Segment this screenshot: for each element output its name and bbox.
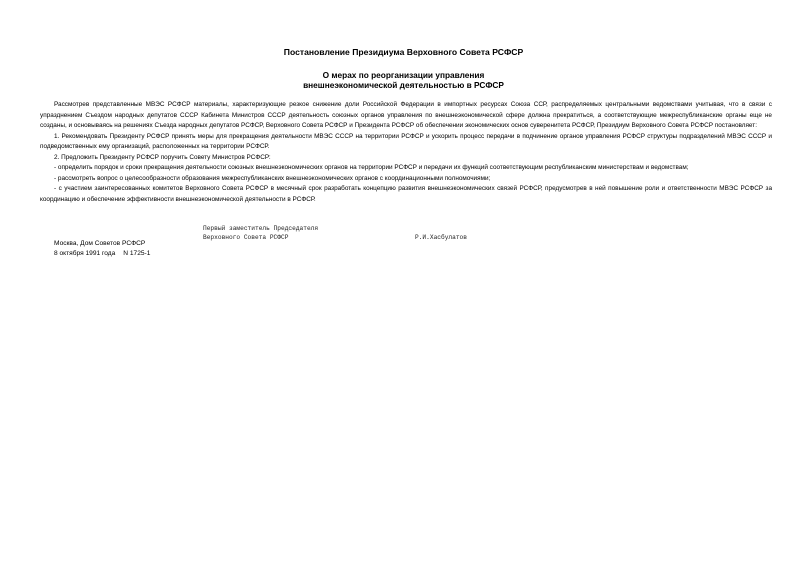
document-place: Москва, Дом Советов РСФСР [54,240,146,247]
document-date-line [54,249,150,259]
document-number: N 1725-1 [123,250,151,257]
clause-2-item-3: - с участием заинтересованных комитетов Верховного Совета РСФСР в месячный срок разработать концепцию развития внешнеэкономических связей РСФСР, предусмотрев в ней повышение роли и ответственности МВЭС РСФСР за координацию и обеспечение эффективности внешнеэкономической деятельности в РСФСР. [40,185,772,203]
clause-2-paragraph: 2. Предложить Президенту РСФСР поручить Совету Министров РСФСР: [54,153,271,161]
signatory-name: Р.И.Хасбулатов [415,234,467,241]
document-subtitle [0,70,807,90]
subtitle-line-2: внешнеэкономической деятельностью в РСФСР [303,80,504,90]
document-title: Постановление Президиума Верховного Совета РСФСР [283,47,524,57]
signatory-position-line-2: Верховного Совета РСФСР [203,234,289,241]
subtitle-line-1: О мерах по реорганизации управления [322,70,485,80]
document-date: 8 октября 1991 года [54,250,116,257]
clause-1-paragraph: 1. Рекомендовать Президенту РСФСР принять меры для прекращения деятельности МВЭС СССР на территории РСФСР и ускорить процесс передачи в подчинение органов управления РСФСР структуры подразделений МВЭС СССР и подведомственных ему организаций, расположенных на территории РСФСР. [40,132,772,150]
signatory-position [203,224,318,242]
clause-2-item-1: - определить порядок и сроки прекращения деятельности союзных внешнеэкономических органов на территории РСФСР и передачи их функций соответствующим республиканским министерствам и ведомствам; [54,164,689,171]
preamble-paragraph: Рассмотрев представленные МВЭС РСФСР материалы, характеризующие резкое снижение доли Российской Федерации в импортных ресурсах Союза ССР, распределяемых центральными ведомствами учитывая, что в связи с упразднением Съездом народных депутатов СССР Кабинета Министров СССР деятельность союзных органов управления по внешнеэкономической сфере должна прекратиться, а соответствующие межреспубликанские органы еще не созданы, и основываясь на решениях Съезда народных депутатов РСФСР, Верховного Совета РСФСР и Президента РСФСР об обеспечении экономических основ суверенитета РСФСР, Президиум Верховного Совета РСФСР постановляет: [40,101,772,129]
signatory-position-line-1: Первый заместитель Председателя [203,225,319,232]
document-body [40,100,772,205]
clause-2-item-2: - рассмотреть вопрос о целесообразности образования межреспубликанских внешнеэкономических органов с координационными полномочиями; [54,174,491,182]
